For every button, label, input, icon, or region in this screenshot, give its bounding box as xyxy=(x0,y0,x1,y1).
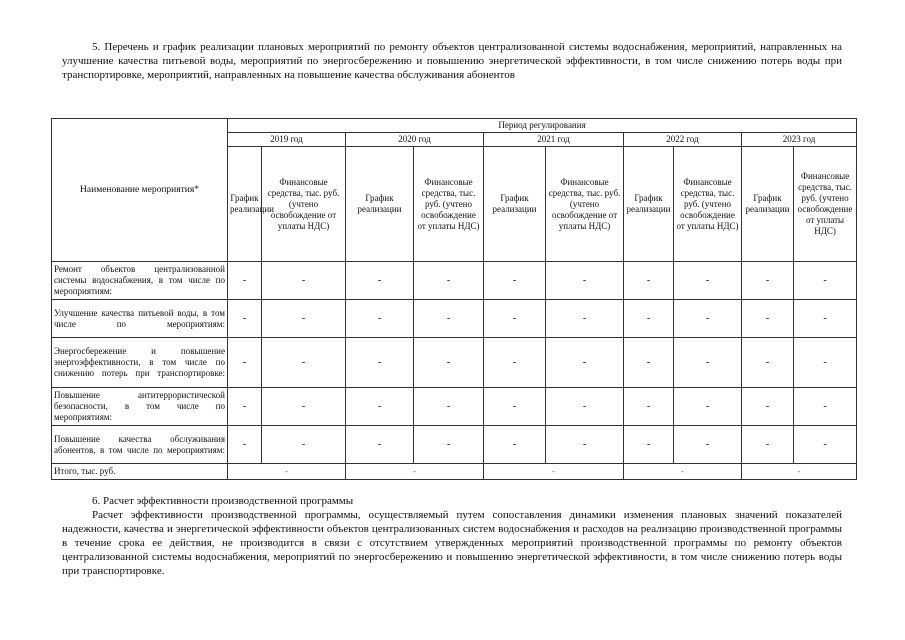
table-row xyxy=(52,262,857,300)
table-cell: - xyxy=(742,262,794,300)
table-cell: - xyxy=(674,388,742,426)
schedule-subheader: График реализации xyxy=(228,147,262,262)
finance-subheader: Финансовые средства, тыс. руб. (учтено освобождение от уплаты НДС) xyxy=(414,147,484,262)
table-cell: - xyxy=(742,300,794,338)
row-name: Энергосбережение и повышение энергоэффективности, в том числе по снижению потерь при транспортировке: xyxy=(52,338,228,388)
table-cell: - xyxy=(262,338,346,388)
table-cell: - xyxy=(546,426,624,464)
year-header: 2023 год xyxy=(742,133,857,147)
table-cell: - xyxy=(346,262,414,300)
table-cell: - xyxy=(742,338,794,388)
table-cell: - xyxy=(794,388,857,426)
table-cell: - xyxy=(546,338,624,388)
year-header: 2019 год xyxy=(228,133,346,147)
table-cell: - xyxy=(624,426,674,464)
period-header: Период регулирования xyxy=(228,119,857,133)
finance-subheader: Финансовые средства, тыс. руб. (учтено освобождение от уплаты НДС) xyxy=(546,147,624,262)
table-cell: - xyxy=(794,300,857,338)
table-cell: - xyxy=(742,388,794,426)
year-header: 2020 год xyxy=(346,133,484,147)
section-6-body-text: Расчет эффективности производственной программы, осуществляемый путем сопоставления динамики изменения плановых значений показателей надежности, качества и энергетической эффективности объектов централизованных систем водоснабжения и расходов на реализацию производственной программы в течение срока ее действия, не производится в связи с отсутствием утвержденных мероприятий производственной программы по ремонту объектов централизованной системы водоснабжения, мероприятий по энергосбережению и повышению энергетической эффективности, в том числе снижению потерь воды при транспортировке. xyxy=(62,509,842,577)
table-cell: - xyxy=(546,388,624,426)
table-cell: - xyxy=(674,338,742,388)
table-cell: - xyxy=(228,338,262,388)
year-header: 2022 год xyxy=(624,133,742,147)
table-cell: - xyxy=(794,426,857,464)
table-cell: - xyxy=(346,338,414,388)
table-cell: - xyxy=(546,300,624,338)
row-name: Ремонт объектов централизованной системы водоснабжения, в том числе по мероприятиям: xyxy=(52,262,228,300)
table-cell: - xyxy=(624,300,674,338)
table-cell: - xyxy=(484,426,546,464)
table-row xyxy=(52,338,857,388)
table-cell: - xyxy=(674,262,742,300)
table-row xyxy=(52,388,857,426)
row-name: Повышение качества обслуживания абонентов, в том числе по мероприятиям: xyxy=(52,426,228,464)
row-name: Повышение антитеррористической безопасности, в том числе по мероприятиям: xyxy=(52,388,228,426)
table-cell: - xyxy=(484,262,546,300)
table-row xyxy=(52,300,857,338)
table-cell: - xyxy=(414,338,484,388)
year-header: 2021 год xyxy=(484,133,624,147)
table-cell: - xyxy=(414,388,484,426)
total-value: - xyxy=(624,464,742,480)
table-cell: - xyxy=(414,300,484,338)
table-cell: - xyxy=(624,388,674,426)
table-cell: - xyxy=(262,388,346,426)
plan-table xyxy=(51,118,857,480)
table-cell: - xyxy=(346,300,414,338)
table-cell: - xyxy=(228,426,262,464)
table-cell: - xyxy=(742,426,794,464)
table-cell: - xyxy=(346,426,414,464)
total-value: - xyxy=(484,464,624,480)
row-name: Улучшение качества питьевой воды, в том числе по мероприятиям: xyxy=(52,300,228,338)
table-cell: - xyxy=(484,338,546,388)
table-cell: - xyxy=(414,426,484,464)
table-cell: - xyxy=(674,300,742,338)
section-6-heading: 6. Расчет эффективности производственной программы xyxy=(92,495,354,507)
table-cell: - xyxy=(484,388,546,426)
table-cell: - xyxy=(414,262,484,300)
total-value: - xyxy=(346,464,484,480)
table-cell: - xyxy=(262,300,346,338)
schedule-subheader: График реализации xyxy=(484,147,546,262)
total-row xyxy=(52,464,857,480)
table-cell: - xyxy=(546,262,624,300)
table-row xyxy=(52,426,857,464)
section-5-heading-text: 5. Перечень и график реализации плановых мероприятий по ремонту объектов централизованной системы водоснабжения, мероприятий, направленных на улучшение качества питьевой воды, мероприятий по энергосбережению и повышению энергетической эффективности, в том числе снижению потерь воды при транспортировке, мероприятий, направленных на повышение качества обслуживания абонентов xyxy=(62,41,842,81)
schedule-subheader: График реализации xyxy=(624,147,674,262)
finance-subheader: Финансовые средства, тыс. руб. (учтено освобождение от уплаты НДС) xyxy=(262,147,346,262)
table-cell: - xyxy=(794,338,857,388)
total-value: - xyxy=(228,464,346,480)
table-cell: - xyxy=(228,388,262,426)
name-column-header: Наименование мероприятия* xyxy=(52,119,228,262)
table-cell: - xyxy=(674,426,742,464)
finance-subheader: Финансовые средства, тыс. руб. (учтено освобождение от уплаты НДС) xyxy=(674,147,742,262)
schedule-subheader: График реализации xyxy=(346,147,414,262)
table-cell: - xyxy=(228,300,262,338)
total-label: Итого, тыс. руб. xyxy=(52,464,228,480)
table-cell: - xyxy=(262,426,346,464)
finance-subheader: Финансовые средства, тыс. руб. (учтено освобождение от уплаты НДС) xyxy=(794,147,857,262)
table-cell: - xyxy=(624,262,674,300)
table-cell: - xyxy=(794,262,857,300)
table-cell: - xyxy=(484,300,546,338)
schedule-subheader: График реализации xyxy=(742,147,794,262)
table-cell: - xyxy=(624,338,674,388)
total-value: - xyxy=(742,464,857,480)
table-cell: - xyxy=(228,262,262,300)
table-cell: - xyxy=(262,262,346,300)
table-cell: - xyxy=(346,388,414,426)
